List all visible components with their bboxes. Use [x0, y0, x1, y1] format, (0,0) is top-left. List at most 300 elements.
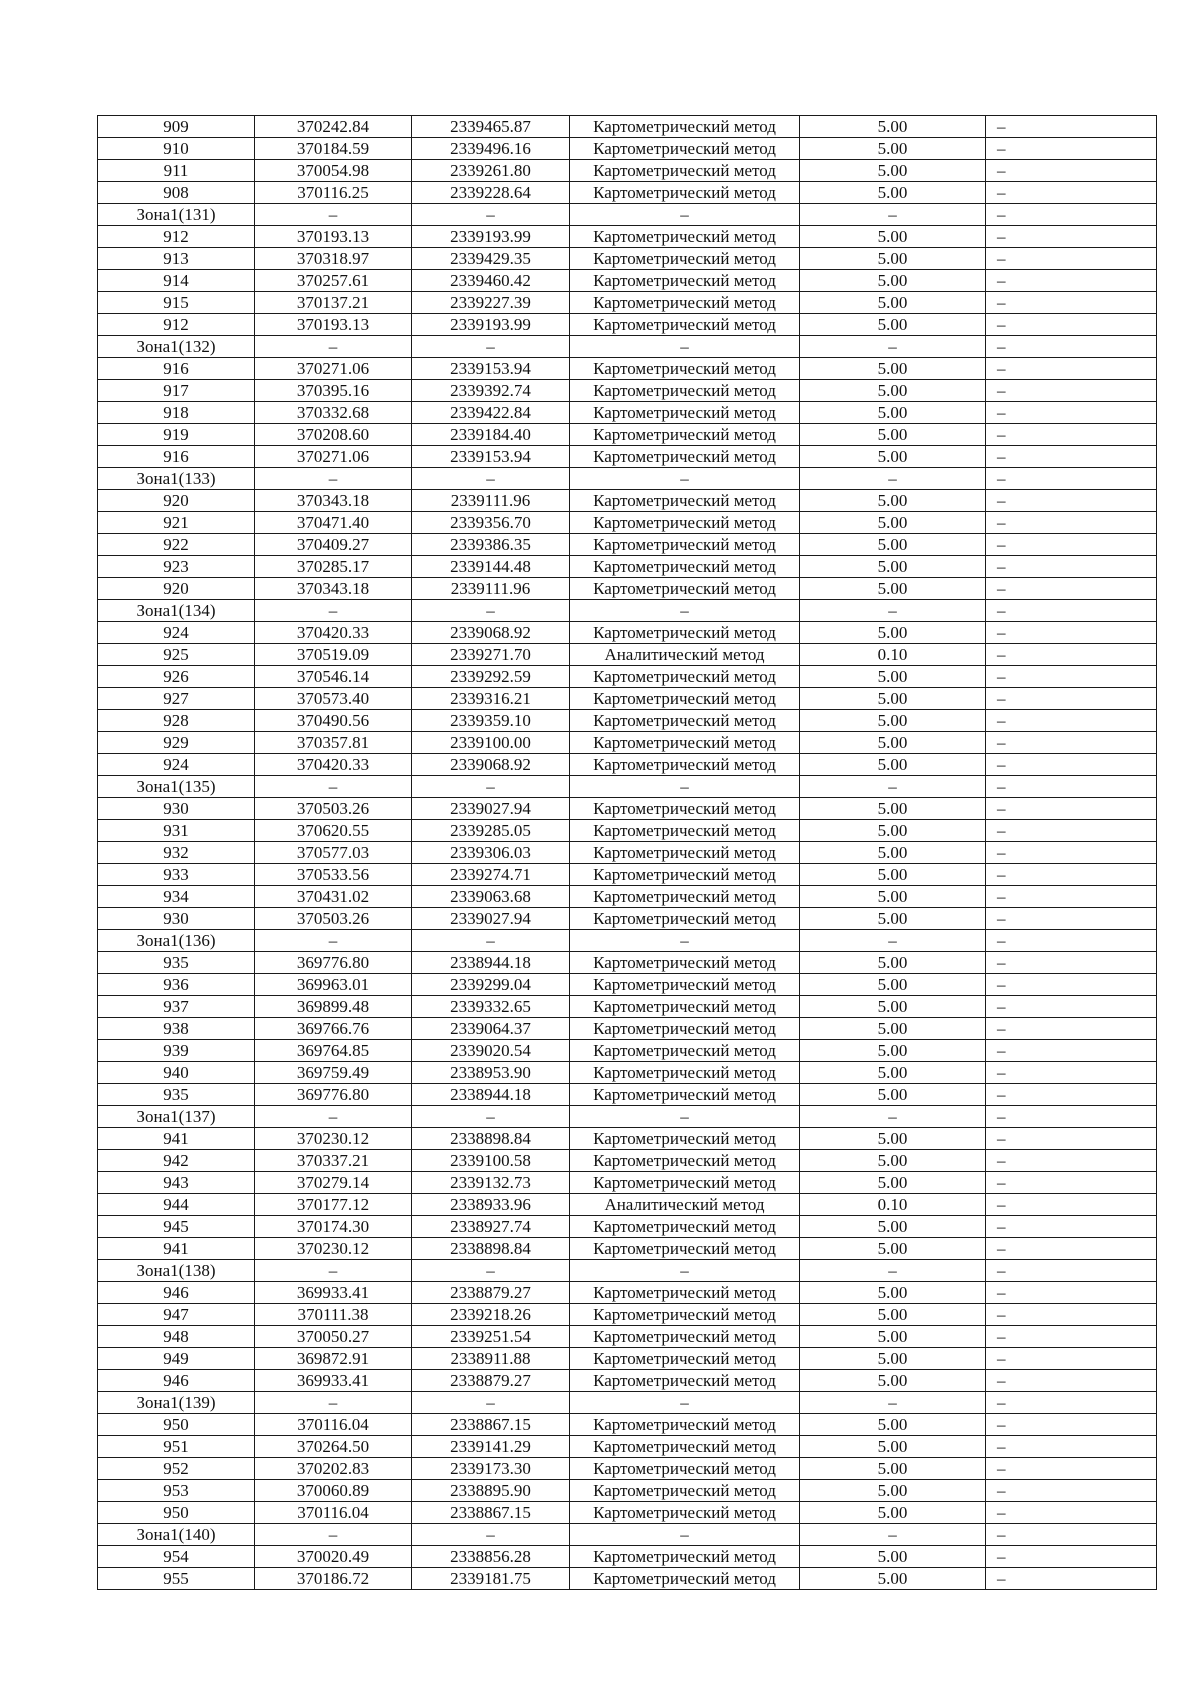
point-number-cell: 917: [98, 380, 255, 402]
note-cell: –: [986, 534, 1157, 556]
y-coordinate-cell: 2339068.92: [412, 622, 570, 644]
accuracy-cell: 5.00: [800, 116, 986, 138]
table-row: [98, 1282, 1157, 1304]
table-row: [98, 270, 1157, 292]
y-coordinate-cell: 2339460.42: [412, 270, 570, 292]
note-cell: –: [986, 908, 1157, 930]
method-cell: Картометрический метод: [570, 226, 800, 248]
method-cell: Картометрический метод: [570, 314, 800, 336]
point-number-cell: 912: [98, 226, 255, 248]
method-cell: Картометрический метод: [570, 578, 800, 600]
accuracy-cell: 0.10: [800, 644, 986, 666]
accuracy-cell: 5.00: [800, 160, 986, 182]
y-coordinate-cell: 2339100.00: [412, 732, 570, 754]
accuracy-cell: –: [800, 336, 986, 358]
method-cell: Картометрический метод: [570, 1018, 800, 1040]
y-coordinate-cell: 2339274.71: [412, 864, 570, 886]
x-coordinate-cell: 370503.26: [255, 908, 412, 930]
x-coordinate-cell: 370279.14: [255, 1172, 412, 1194]
x-coordinate-cell: 370230.12: [255, 1238, 412, 1260]
x-coordinate-cell: 369776.80: [255, 1084, 412, 1106]
y-coordinate-cell: 2339173.30: [412, 1458, 570, 1480]
table-row: [98, 358, 1157, 380]
accuracy-cell: 5.00: [800, 248, 986, 270]
note-cell: –: [986, 556, 1157, 578]
y-coordinate-cell: –: [412, 1106, 570, 1128]
y-coordinate-cell: 2339228.64: [412, 182, 570, 204]
point-number-cell: Зона1(134): [98, 600, 255, 622]
y-coordinate-cell: 2339299.04: [412, 974, 570, 996]
zone-header-row: [98, 336, 1157, 358]
note-cell: –: [986, 1194, 1157, 1216]
point-number-cell: 941: [98, 1238, 255, 1260]
point-number-cell: 913: [98, 248, 255, 270]
x-coordinate-cell: 370318.97: [255, 248, 412, 270]
table-row: [98, 138, 1157, 160]
accuracy-cell: 5.00: [800, 578, 986, 600]
accuracy-cell: 5.00: [800, 1304, 986, 1326]
y-coordinate-cell: 2339111.96: [412, 490, 570, 512]
accuracy-cell: 5.00: [800, 622, 986, 644]
note-cell: –: [986, 996, 1157, 1018]
note-cell: –: [986, 798, 1157, 820]
point-number-cell: 950: [98, 1502, 255, 1524]
table-row: [98, 1194, 1157, 1216]
method-cell: Картометрический метод: [570, 1084, 800, 1106]
y-coordinate-cell: 2339422.84: [412, 402, 570, 424]
point-number-cell: 942: [98, 1150, 255, 1172]
accuracy-cell: 5.00: [800, 1480, 986, 1502]
point-number-cell: 920: [98, 490, 255, 512]
point-number-cell: 908: [98, 182, 255, 204]
point-number-cell: 919: [98, 424, 255, 446]
x-coordinate-cell: 369933.41: [255, 1370, 412, 1392]
table-row: [98, 1172, 1157, 1194]
point-number-cell: Зона1(135): [98, 776, 255, 798]
point-number-cell: Зона1(137): [98, 1106, 255, 1128]
point-number-cell: 935: [98, 1084, 255, 1106]
x-coordinate-cell: 370546.14: [255, 666, 412, 688]
method-cell: Картометрический метод: [570, 974, 800, 996]
point-number-cell: Зона1(140): [98, 1524, 255, 1546]
x-coordinate-cell: 370257.61: [255, 270, 412, 292]
zone-header-row: [98, 204, 1157, 226]
method-cell: Картометрический метод: [570, 1282, 800, 1304]
x-coordinate-cell: 370137.21: [255, 292, 412, 314]
note-cell: –: [986, 468, 1157, 490]
point-number-cell: 930: [98, 908, 255, 930]
table-row: [98, 534, 1157, 556]
note-cell: –: [986, 1216, 1157, 1238]
method-cell: Картометрический метод: [570, 380, 800, 402]
method-cell: Картометрический метод: [570, 138, 800, 160]
y-coordinate-cell: 2339111.96: [412, 578, 570, 600]
x-coordinate-cell: 370020.49: [255, 1546, 412, 1568]
x-coordinate-cell: 370184.59: [255, 138, 412, 160]
note-cell: –: [986, 380, 1157, 402]
x-coordinate-cell: 370202.83: [255, 1458, 412, 1480]
note-cell: –: [986, 820, 1157, 842]
table-row: [98, 1062, 1157, 1084]
table-row: [98, 974, 1157, 996]
note-cell: –: [986, 1546, 1157, 1568]
note-cell: –: [986, 644, 1157, 666]
x-coordinate-cell: –: [255, 776, 412, 798]
accuracy-cell: 5.00: [800, 864, 986, 886]
zone-header-row: [98, 1260, 1157, 1282]
table-row: [98, 1414, 1157, 1436]
table-row: [98, 820, 1157, 842]
table-row: [98, 402, 1157, 424]
y-coordinate-cell: –: [412, 1524, 570, 1546]
y-coordinate-cell: 2339271.70: [412, 644, 570, 666]
method-cell: Картометрический метод: [570, 754, 800, 776]
y-coordinate-cell: 2338895.90: [412, 1480, 570, 1502]
y-coordinate-cell: 2339285.05: [412, 820, 570, 842]
note-cell: –: [986, 1480, 1157, 1502]
y-coordinate-cell: 2339181.75: [412, 1568, 570, 1590]
y-coordinate-cell: 2339063.68: [412, 886, 570, 908]
note-cell: –: [986, 1348, 1157, 1370]
point-number-cell: 939: [98, 1040, 255, 1062]
table-row: [98, 1018, 1157, 1040]
table-row: [98, 1128, 1157, 1150]
note-cell: –: [986, 754, 1157, 776]
method-cell: –: [570, 1524, 800, 1546]
table-row: [98, 490, 1157, 512]
table-row: [98, 248, 1157, 270]
note-cell: –: [986, 688, 1157, 710]
accuracy-cell: 5.00: [800, 490, 986, 512]
accuracy-cell: 5.00: [800, 512, 986, 534]
accuracy-cell: –: [800, 1392, 986, 1414]
accuracy-cell: 5.00: [800, 1172, 986, 1194]
accuracy-cell: 5.00: [800, 1282, 986, 1304]
x-coordinate-cell: 369764.85: [255, 1040, 412, 1062]
accuracy-cell: 5.00: [800, 842, 986, 864]
accuracy-cell: 5.00: [800, 1150, 986, 1172]
point-number-cell: Зона1(138): [98, 1260, 255, 1282]
method-cell: Картометрический метод: [570, 1040, 800, 1062]
y-coordinate-cell: 2339218.26: [412, 1304, 570, 1326]
table-row: [98, 908, 1157, 930]
note-cell: –: [986, 666, 1157, 688]
point-number-cell: 936: [98, 974, 255, 996]
y-coordinate-cell: –: [412, 1392, 570, 1414]
method-cell: Картометрический метод: [570, 1128, 800, 1150]
method-cell: Картометрический метод: [570, 1370, 800, 1392]
y-coordinate-cell: –: [412, 336, 570, 358]
y-coordinate-cell: 2339386.35: [412, 534, 570, 556]
x-coordinate-cell: 370573.40: [255, 688, 412, 710]
y-coordinate-cell: 2338856.28: [412, 1546, 570, 1568]
x-coordinate-cell: 370054.98: [255, 160, 412, 182]
note-cell: –: [986, 490, 1157, 512]
x-coordinate-cell: 370116.04: [255, 1502, 412, 1524]
note-cell: –: [986, 402, 1157, 424]
accuracy-cell: 5.00: [800, 556, 986, 578]
accuracy-cell: –: [800, 1524, 986, 1546]
x-coordinate-cell: 370503.26: [255, 798, 412, 820]
y-coordinate-cell: 2339356.70: [412, 512, 570, 534]
y-coordinate-cell: 2339144.48: [412, 556, 570, 578]
accuracy-cell: 5.00: [800, 996, 986, 1018]
note-cell: –: [986, 270, 1157, 292]
table-row: [98, 1458, 1157, 1480]
zone-header-row: [98, 600, 1157, 622]
x-coordinate-cell: 370116.04: [255, 1414, 412, 1436]
accuracy-cell: –: [800, 1260, 986, 1282]
method-cell: Картометрический метод: [570, 402, 800, 424]
point-number-cell: 954: [98, 1546, 255, 1568]
method-cell: Аналитический метод: [570, 644, 800, 666]
table-row: [98, 864, 1157, 886]
accuracy-cell: 5.00: [800, 534, 986, 556]
y-coordinate-cell: 2339227.39: [412, 292, 570, 314]
table-row: [98, 798, 1157, 820]
method-cell: Картометрический метод: [570, 160, 800, 182]
accuracy-cell: 5.00: [800, 292, 986, 314]
method-cell: Картометрический метод: [570, 1568, 800, 1590]
y-coordinate-cell: 2339316.21: [412, 688, 570, 710]
point-number-cell: 940: [98, 1062, 255, 1084]
y-coordinate-cell: 2338933.96: [412, 1194, 570, 1216]
y-coordinate-cell: 2339251.54: [412, 1326, 570, 1348]
point-number-cell: 924: [98, 622, 255, 644]
accuracy-cell: 5.00: [800, 974, 986, 996]
point-number-cell: 935: [98, 952, 255, 974]
y-coordinate-cell: 2338879.27: [412, 1370, 570, 1392]
y-coordinate-cell: 2338898.84: [412, 1128, 570, 1150]
point-number-cell: 930: [98, 798, 255, 820]
x-coordinate-cell: 370060.89: [255, 1480, 412, 1502]
table-row: [98, 996, 1157, 1018]
point-number-cell: Зона1(132): [98, 336, 255, 358]
method-cell: Картометрический метод: [570, 490, 800, 512]
method-cell: –: [570, 600, 800, 622]
accuracy-cell: 5.00: [800, 952, 986, 974]
table-row: [98, 1370, 1157, 1392]
x-coordinate-cell: 370533.56: [255, 864, 412, 886]
coordinates-table-body: [98, 116, 1157, 1590]
y-coordinate-cell: 2339100.58: [412, 1150, 570, 1172]
accuracy-cell: 5.00: [800, 710, 986, 732]
point-number-cell: 916: [98, 358, 255, 380]
table-row: [98, 446, 1157, 468]
method-cell: –: [570, 1392, 800, 1414]
accuracy-cell: –: [800, 468, 986, 490]
accuracy-cell: 5.00: [800, 138, 986, 160]
point-number-cell: 918: [98, 402, 255, 424]
accuracy-cell: 5.00: [800, 358, 986, 380]
note-cell: –: [986, 1370, 1157, 1392]
method-cell: Картометрический метод: [570, 820, 800, 842]
note-cell: –: [986, 1414, 1157, 1436]
point-number-cell: 928: [98, 710, 255, 732]
accuracy-cell: 5.00: [800, 688, 986, 710]
accuracy-cell: 5.00: [800, 270, 986, 292]
method-cell: Картометрический метод: [570, 864, 800, 886]
table-row: [98, 424, 1157, 446]
note-cell: –: [986, 1568, 1157, 1590]
x-coordinate-cell: 370116.25: [255, 182, 412, 204]
accuracy-cell: 5.00: [800, 1502, 986, 1524]
accuracy-cell: 5.00: [800, 908, 986, 930]
note-cell: –: [986, 1238, 1157, 1260]
zone-header-row: [98, 776, 1157, 798]
method-cell: Картометрический метод: [570, 358, 800, 380]
method-cell: –: [570, 204, 800, 226]
y-coordinate-cell: –: [412, 204, 570, 226]
x-coordinate-cell: 369933.41: [255, 1282, 412, 1304]
x-coordinate-cell: 370420.33: [255, 754, 412, 776]
note-cell: –: [986, 160, 1157, 182]
method-cell: Картометрический метод: [570, 182, 800, 204]
accuracy-cell: 5.00: [800, 886, 986, 908]
x-coordinate-cell: 370174.30: [255, 1216, 412, 1238]
note-cell: –: [986, 732, 1157, 754]
table-row: [98, 842, 1157, 864]
method-cell: Картометрический метод: [570, 1414, 800, 1436]
x-coordinate-cell: 369899.48: [255, 996, 412, 1018]
table-row: [98, 754, 1157, 776]
table-row: [98, 1084, 1157, 1106]
table-row: [98, 182, 1157, 204]
accuracy-cell: –: [800, 600, 986, 622]
accuracy-cell: 5.00: [800, 1414, 986, 1436]
method-cell: Картометрический метод: [570, 842, 800, 864]
method-cell: –: [570, 776, 800, 798]
y-coordinate-cell: 2339429.35: [412, 248, 570, 270]
x-coordinate-cell: 369759.49: [255, 1062, 412, 1084]
x-coordinate-cell: 370519.09: [255, 644, 412, 666]
point-number-cell: 921: [98, 512, 255, 534]
y-coordinate-cell: 2339292.59: [412, 666, 570, 688]
table-row: [98, 380, 1157, 402]
method-cell: Картометрический метод: [570, 996, 800, 1018]
point-number-cell: 955: [98, 1568, 255, 1590]
accuracy-cell: 5.00: [800, 1018, 986, 1040]
accuracy-cell: 5.00: [800, 1568, 986, 1590]
method-cell: –: [570, 930, 800, 952]
y-coordinate-cell: 2339392.74: [412, 380, 570, 402]
note-cell: –: [986, 204, 1157, 226]
x-coordinate-cell: 370186.72: [255, 1568, 412, 1590]
table-row: [98, 1568, 1157, 1590]
accuracy-cell: 5.00: [800, 1326, 986, 1348]
point-number-cell: Зона1(131): [98, 204, 255, 226]
zone-header-row: [98, 468, 1157, 490]
x-coordinate-cell: 370431.02: [255, 886, 412, 908]
table-row: [98, 226, 1157, 248]
note-cell: –: [986, 182, 1157, 204]
table-row: [98, 116, 1157, 138]
x-coordinate-cell: 370471.40: [255, 512, 412, 534]
method-cell: Картометрический метод: [570, 1304, 800, 1326]
note-cell: –: [986, 1040, 1157, 1062]
note-cell: –: [986, 1458, 1157, 1480]
x-coordinate-cell: 370271.06: [255, 446, 412, 468]
table-row: [98, 1502, 1157, 1524]
note-cell: –: [986, 710, 1157, 732]
accuracy-cell: 5.00: [800, 1546, 986, 1568]
table-row: [98, 688, 1157, 710]
method-cell: Картометрический метод: [570, 952, 800, 974]
x-coordinate-cell: 370230.12: [255, 1128, 412, 1150]
y-coordinate-cell: 2339141.29: [412, 1436, 570, 1458]
accuracy-cell: 5.00: [800, 754, 986, 776]
table-row: [98, 292, 1157, 314]
x-coordinate-cell: 370490.56: [255, 710, 412, 732]
method-cell: Картометрический метод: [570, 534, 800, 556]
x-coordinate-cell: 370271.06: [255, 358, 412, 380]
point-number-cell: 909: [98, 116, 255, 138]
note-cell: –: [986, 622, 1157, 644]
method-cell: Картометрический метод: [570, 446, 800, 468]
note-cell: –: [986, 1018, 1157, 1040]
accuracy-cell: 5.00: [800, 1216, 986, 1238]
accuracy-cell: 5.00: [800, 380, 986, 402]
y-coordinate-cell: 2338867.15: [412, 1502, 570, 1524]
point-number-cell: 950: [98, 1414, 255, 1436]
method-cell: Картометрический метод: [570, 1458, 800, 1480]
point-number-cell: 922: [98, 534, 255, 556]
point-number-cell: 931: [98, 820, 255, 842]
y-coordinate-cell: 2339153.94: [412, 358, 570, 380]
point-number-cell: 934: [98, 886, 255, 908]
note-cell: –: [986, 512, 1157, 534]
method-cell: Картометрический метод: [570, 798, 800, 820]
note-cell: –: [986, 116, 1157, 138]
method-cell: Картометрический метод: [570, 732, 800, 754]
accuracy-cell: 5.00: [800, 1128, 986, 1150]
table-row: [98, 160, 1157, 182]
method-cell: Картометрический метод: [570, 1172, 800, 1194]
point-number-cell: 914: [98, 270, 255, 292]
point-number-cell: 948: [98, 1326, 255, 1348]
method-cell: Картометрический метод: [570, 1062, 800, 1084]
note-cell: –: [986, 842, 1157, 864]
point-number-cell: 933: [98, 864, 255, 886]
x-coordinate-cell: 370050.27: [255, 1326, 412, 1348]
table-row: [98, 622, 1157, 644]
y-coordinate-cell: 2339153.94: [412, 446, 570, 468]
point-number-cell: 937: [98, 996, 255, 1018]
point-number-cell: 923: [98, 556, 255, 578]
note-cell: –: [986, 336, 1157, 358]
method-cell: –: [570, 1260, 800, 1282]
table-row: [98, 710, 1157, 732]
point-number-cell: 920: [98, 578, 255, 600]
x-coordinate-cell: 370264.50: [255, 1436, 412, 1458]
accuracy-cell: 5.00: [800, 1238, 986, 1260]
table-row: [98, 1546, 1157, 1568]
method-cell: –: [570, 468, 800, 490]
method-cell: Картометрический метод: [570, 710, 800, 732]
y-coordinate-cell: 2338911.88: [412, 1348, 570, 1370]
accuracy-cell: 5.00: [800, 666, 986, 688]
point-number-cell: 925: [98, 644, 255, 666]
y-coordinate-cell: 2338953.90: [412, 1062, 570, 1084]
note-cell: –: [986, 952, 1157, 974]
x-coordinate-cell: 370242.84: [255, 116, 412, 138]
x-coordinate-cell: 370111.38: [255, 1304, 412, 1326]
point-number-cell: 952: [98, 1458, 255, 1480]
table-row: [98, 1480, 1157, 1502]
x-coordinate-cell: 370395.16: [255, 380, 412, 402]
method-cell: Картометрический метод: [570, 116, 800, 138]
zone-header-row: [98, 1524, 1157, 1546]
